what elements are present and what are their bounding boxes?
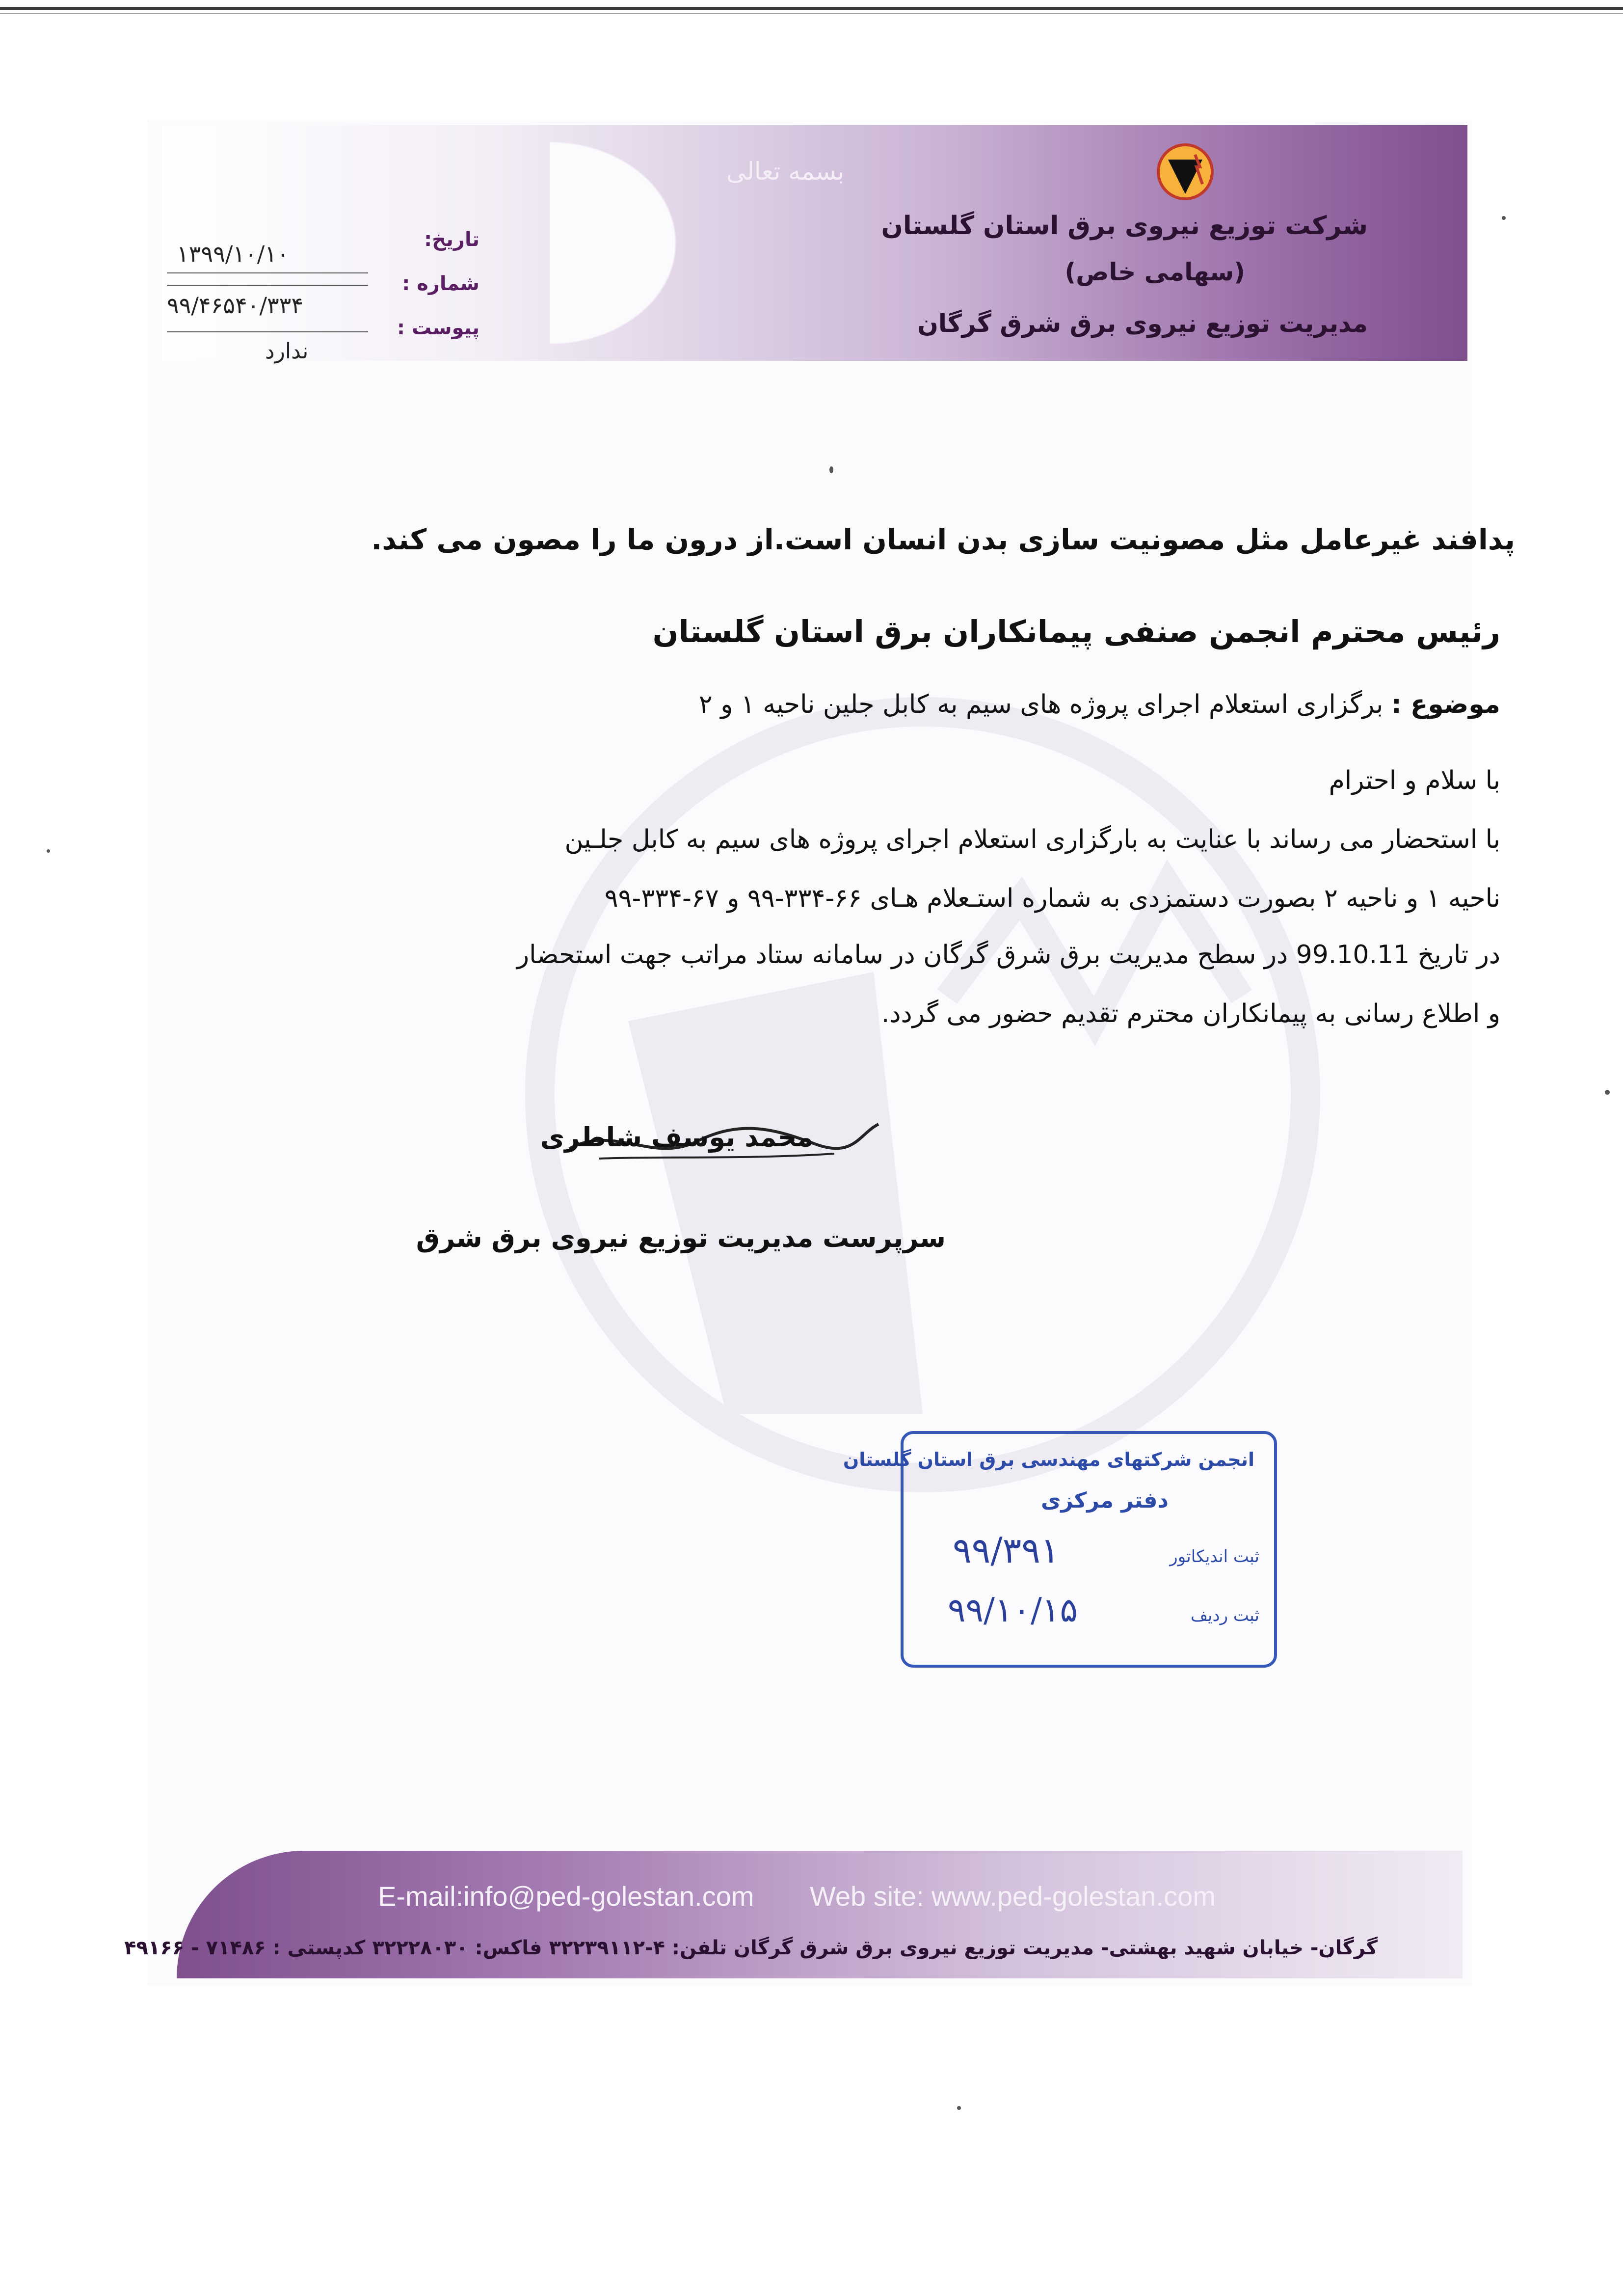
date-underline [167, 272, 368, 273]
letterhead-curve [550, 125, 697, 361]
scan-speck [1502, 216, 1506, 220]
stamp-row-value: ۹۹/۱۰/۱۵ [948, 1591, 1078, 1630]
stamp-office: دفتر مرکزی [1041, 1488, 1169, 1513]
bismillah-heading: بسمه تعالی [726, 157, 845, 186]
attachment-value: ندارد [265, 339, 309, 364]
company-name: شرکت توزیع نیروی برق استان گلستان [881, 211, 1368, 241]
subject-line [699, 690, 1500, 719]
motto-line: پدافند غیرعامل مثل مصونیت سازی بدن انسان است.از درون ما را مصون می کند. [371, 523, 1515, 556]
greeting-line: با سلام و احترام [1329, 766, 1500, 795]
signatory-name: محمد یوسف شاطری [540, 1122, 813, 1153]
paragraph-line-1: با استحضار می رساند با عنایت به بارگزاری استعلام اجرای پروژه های سیم به کابل جلـین [564, 825, 1500, 854]
date-value: ۱۳۹۹/۱۰/۱۰ [177, 241, 289, 267]
scan-edge-top [0, 7, 1623, 10]
scan-speck [1605, 1090, 1610, 1095]
scan-speck [47, 849, 50, 853]
stamp-indicator-label: ثبت اندیکاتور [1170, 1547, 1259, 1567]
paragraph-line-3: در تاریخ 99.10.11 در سطح مدیریت برق شرق گرگان در سامانه ستاد مراتب جهت استحضار [517, 940, 1500, 970]
number-label: شماره : [402, 272, 479, 295]
company-logo-icon [1148, 140, 1222, 204]
paragraph-line-4: و اطلاع رسانی به پیمانکاران محترم تقدیم حضور می گردد. [881, 999, 1500, 1028]
company-type: (سهامی خاص) [1064, 258, 1245, 286]
attachment-underline [167, 331, 368, 332]
number-value: ۹۹/۴۶۵۴۰/۳۳۴ [167, 292, 304, 319]
scan-speck [957, 2106, 961, 2110]
subject-text: برگزاری استعلام اجرای پروژه های سیم به کابل جلین ناحیه ۱ و ۲ [698, 690, 1384, 719]
subject-label: موضوع : [1391, 690, 1500, 719]
attachment-label: پیوست : [397, 317, 479, 339]
stamp-row-label: ثبت ردیف [1190, 1606, 1259, 1625]
company-division: مدیریت توزیع نیروی برق شرق گرگان [917, 309, 1368, 338]
signatory-title: سرپرست مدیریت توزیع نیروی برق شرق [416, 1222, 946, 1253]
stamp-org: انجمن شرکتهای مهندسی برق استان گلستان [843, 1449, 1254, 1470]
date-label: تاریخ: [424, 228, 479, 251]
footer-email[interactable]: E-mail:info@ped-golestan.com [378, 1881, 754, 1912]
stamp-indicator-value: ۹۹/۳۹۱ [953, 1530, 1060, 1571]
number-underline [167, 285, 368, 286]
watermark-logo-icon [383, 677, 1463, 1512]
scan-speck [829, 466, 833, 473]
footer-address: گرگان- خیابان شهید بهشتی- مدیریت توزیع نیروی برق شرق گرگان تلفن: ۴-۳۲۲۳۹۱۱۲ فاکس: ۳۲۲۲۸۰۳۰ کدپستی : ۷۱۴۸۶ - ۴۹۱۶۶ [124, 1937, 1378, 1959]
recipient-line: رئیس محترم انجمن صنفی پیمانکاران برق استان گلستان [652, 614, 1500, 649]
scan-edge-line [0, 13, 1623, 14]
paragraph-line-2: ناحیه ۱ و ناحیه ۲ بصورت دستمزدی به شماره استـعلام هـای ۶۶-۳۳۴-۹۹ و ۶۷-۳۳۴-۹۹ [604, 884, 1500, 913]
registration-stamp [843, 1431, 1277, 1668]
footer-website[interactable]: Web site: www.ped-golestan.com [810, 1881, 1216, 1912]
footer-band [177, 1851, 1463, 1978]
